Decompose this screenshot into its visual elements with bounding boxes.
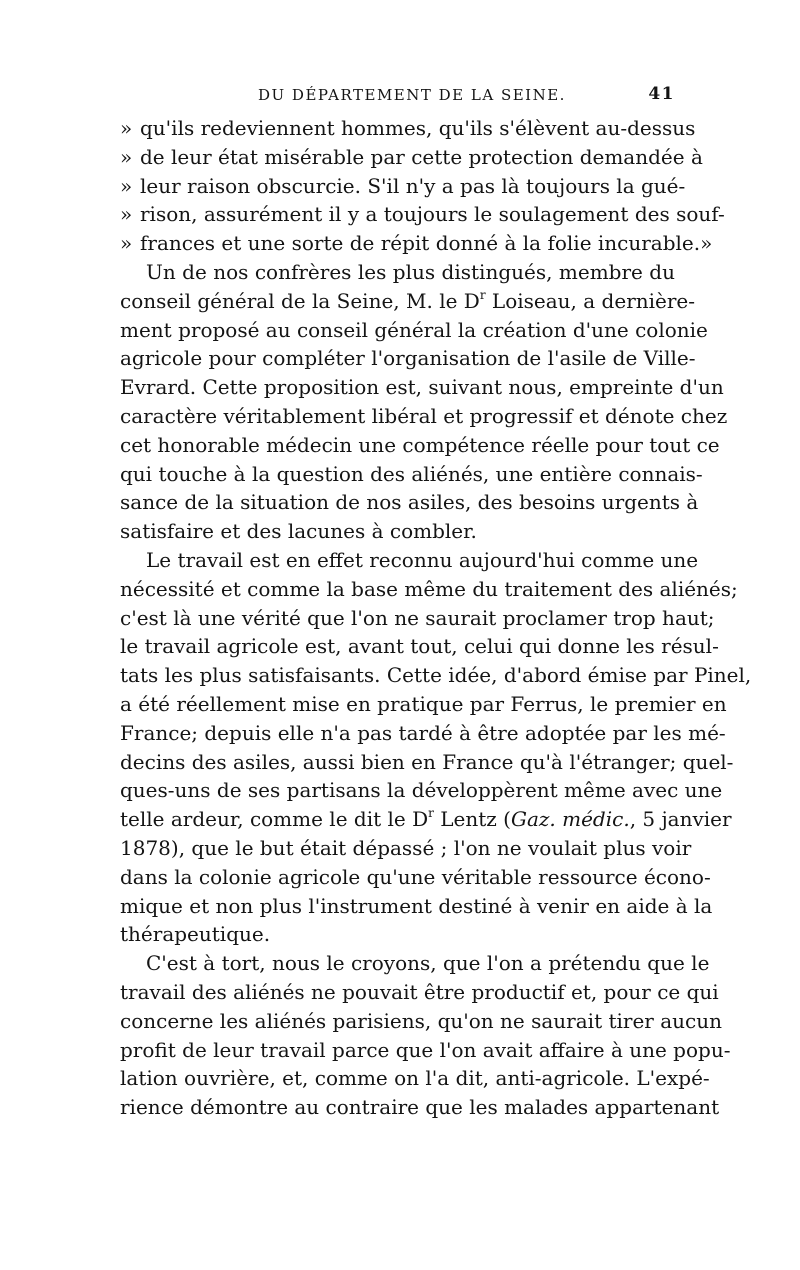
text-line: Evrard. Cette proposition est, suivant nous, empreinte d'un — [120, 375, 724, 400]
text-line: France; depuis elle n'a pas tardé à être adoptée par les mé- — [120, 720, 726, 745]
quote-line: » frances et une sorte de répit donné à la folie incurable.» — [120, 229, 675, 258]
text-line: a été réellement mise en pratique par Ferrus, le premier en — [120, 691, 727, 716]
text-line: satisfaire et des lacunes à combler. — [120, 519, 477, 544]
quote-line: » de leur état misérable par cette protection demandée à — [120, 143, 675, 172]
text-line: lation ouvrière, et, comme on l'a dit, anti-agricole. L'expé- — [120, 1066, 710, 1091]
running-title: DU DÉPARTEMENT DE LA SEINE. — [258, 86, 566, 104]
text-line: cet honorable médecin une compétence réelle pour tout ce — [120, 432, 720, 457]
text-line: rience démontre au contraire que les malades appartenant — [120, 1095, 720, 1120]
quote-mark: » — [120, 116, 133, 140]
text-line: thérapeutique. — [120, 922, 271, 947]
text-line: tats les plus satisfaisants. Cette idée, d'abord émise par Pinel, — [120, 663, 752, 688]
text-line: ques-uns de ses partisans la développèrent même avec une — [120, 778, 723, 803]
paragraph-3 — [120, 949, 731, 1122]
quote-line: » qu'ils redeviennent hommes, qu'ils s'élèvent au-dessus — [120, 114, 675, 143]
paragraph-2 — [120, 546, 752, 949]
text-line: caractère véritablement libéral et progressif et dénote chez — [120, 403, 728, 428]
quote-block — [120, 114, 725, 258]
superscript: r — [479, 288, 486, 303]
quote-mark: » — [120, 202, 133, 227]
text-line: le travail agricole est, avant tout, celui qui donne les résul- — [120, 634, 719, 659]
quote-mark: » — [120, 173, 133, 198]
superscript: r — [428, 806, 434, 821]
text-line: c'est là une vérité que l'on ne saurait proclamer trop haut; — [120, 605, 715, 630]
quote-mark: » — [120, 144, 133, 169]
text-line: qui touche à la question des aliénés, une entière connais- — [120, 461, 703, 486]
text-line: ment proposé au conseil général la création d'une colonie — [120, 317, 708, 342]
text-line: 1878), que le but était dépassé ; l'on ne voulait plus voir — [120, 835, 692, 860]
text-line: mique et non plus l'instrument destiné à venir en aide à la — [120, 893, 713, 918]
text-line: agricole pour compléter l'organisation de l'asile de Ville- — [120, 346, 696, 371]
quote-mark: » — [120, 231, 133, 256]
page-number: 41 — [648, 84, 675, 104]
text-line: conseil général de la Seine, M. le $D^r$ Loiseau, a dernière- — [120, 288, 696, 313]
text-line: sance de la situation de nos asiles, des besoins urgents à — [120, 490, 699, 515]
quote-line: » leur raison obscurcie. S'il n'y a pas là toujours la gué- — [120, 172, 675, 201]
book-page — [120, 84, 752, 1122]
text-line: decins des asiles, aussi bien en France qu'à l'étranger; quel- — [120, 749, 734, 774]
citation-title: Gaz. médic. — [510, 807, 630, 832]
quote-line: » rison, assurément il y a toujours le soulagement des souf- — [120, 200, 675, 229]
text-line: concerne les aliénés parisiens, qu'on ne saurait tirer aucun — [120, 1008, 722, 1033]
text-line: telle ardeur, comme le dit le $D^r$ Lentz (Gaz. médic., 5 janvier — [120, 806, 732, 832]
text-line: Un de nos confrères les plus distingués, membre du — [146, 259, 675, 284]
text-line: travail des aliénés ne pouvait être productif et, pour ce qui — [120, 979, 719, 1004]
text-line: Le travail est en effet reconnu aujourd'hui comme une — [146, 547, 699, 572]
text-line: dans la colonie agricole qu'une véritable ressource écono- — [120, 864, 711, 889]
text-line: nécessité et comme la base même du traitement des aliénés; — [120, 576, 738, 601]
text-line: C'est à tort, nous le croyons, que l'on a prétendu que le — [146, 951, 710, 976]
running-head — [120, 86, 675, 114]
body-text — [120, 114, 752, 1122]
paragraph-1 — [120, 258, 728, 546]
text-line: profit de leur travail parce que l'on avait affaire à une popu- — [120, 1037, 731, 1062]
